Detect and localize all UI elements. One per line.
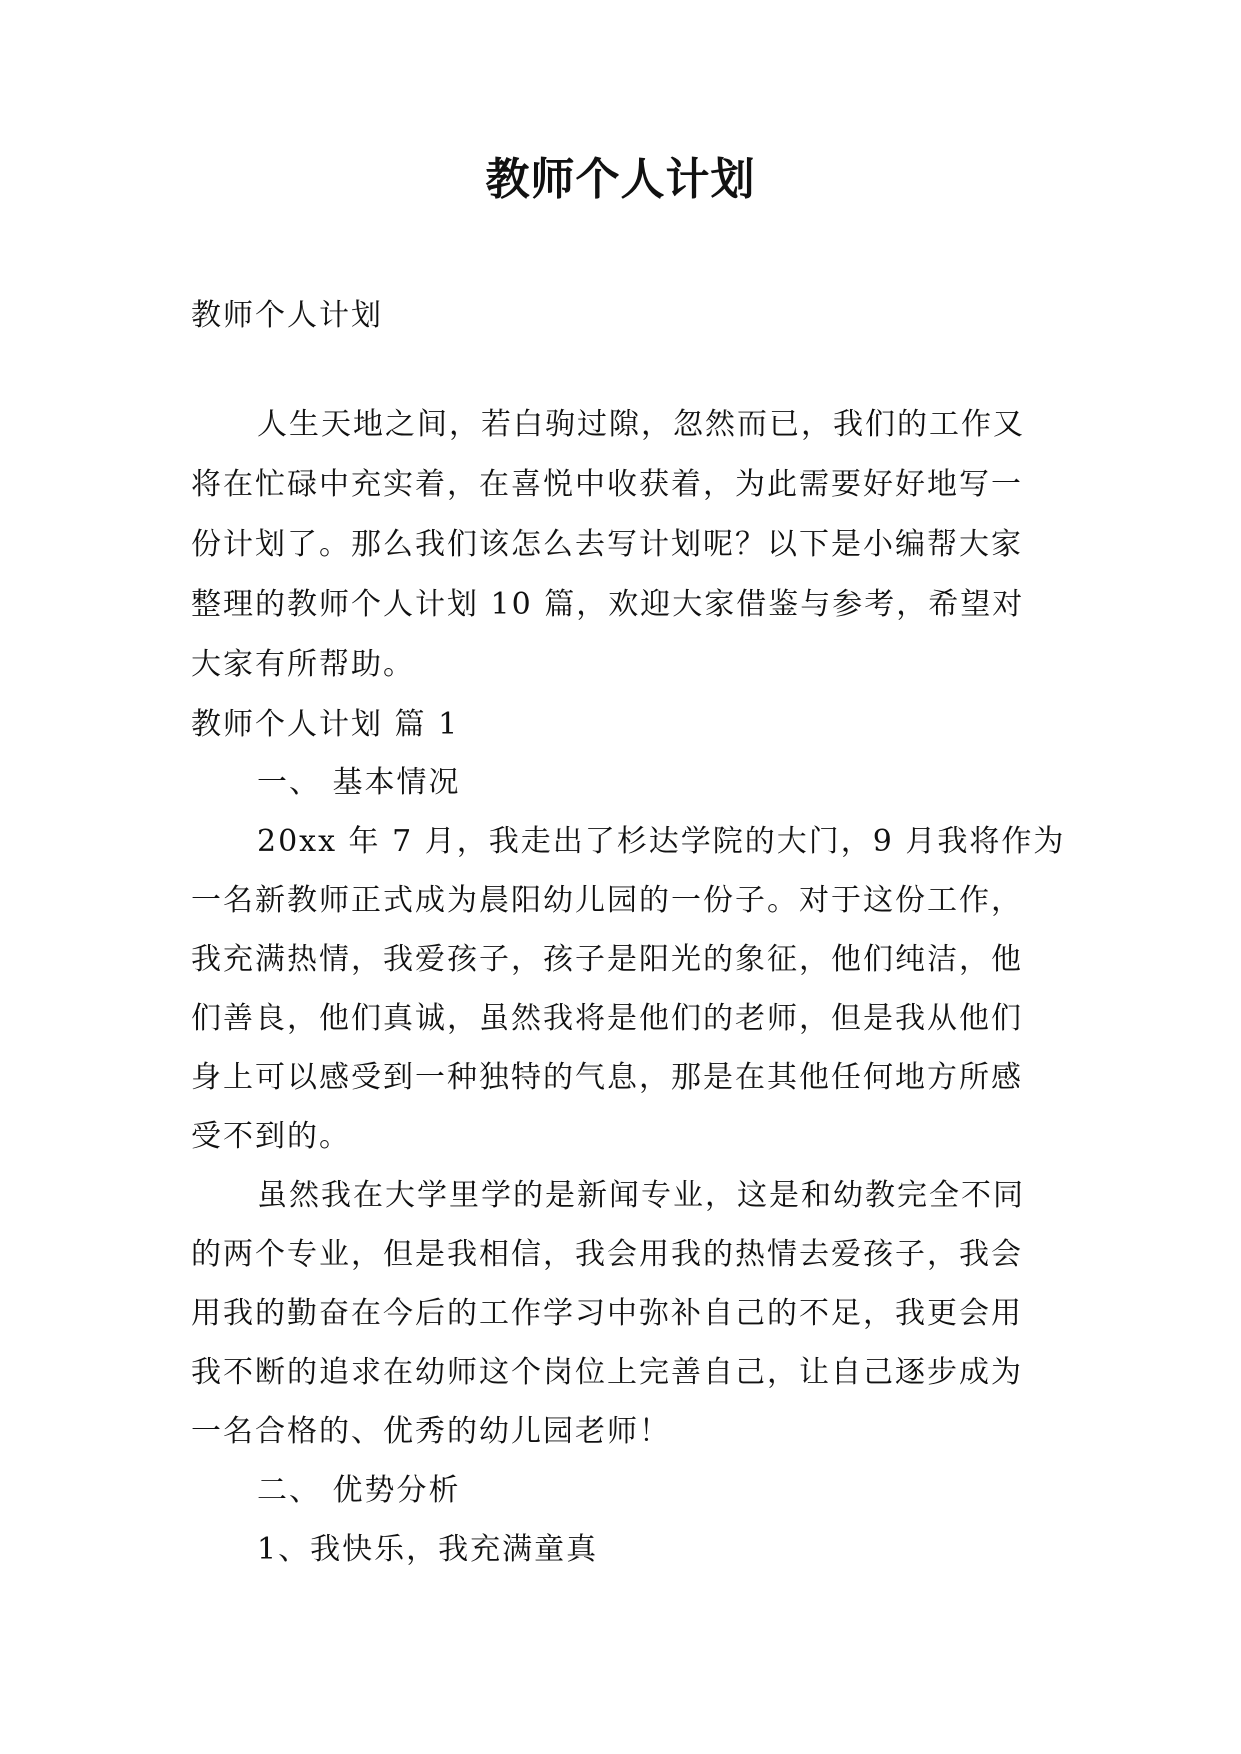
paragraph-line: 我不断的追求在幼师这个岗位上完善自己，让自己逐步成为 bbox=[191, 1355, 1023, 1390]
paragraph-line: 整理的教师个人计划 10 篇，欢迎大家借鉴与参考，希望对 bbox=[191, 587, 1025, 622]
paragraph-line: 大家有所帮助。 bbox=[191, 647, 415, 682]
paragraph-line: 20xx 年 7 月，我走出了杉达学院的大门，9 月我将作为 bbox=[257, 824, 1066, 859]
paragraph-line: 一名合格的、优秀的幼儿园老师！ bbox=[191, 1414, 671, 1449]
paragraph-line: 一名新教师正式成为晨阳幼儿园的一份子。对于这份工作， bbox=[191, 883, 1023, 918]
list-item: 1、我快乐，我充满童真 bbox=[257, 1532, 599, 1567]
paragraph-line: 虽然我在大学里学的是新闻专业，这是和幼教完全不同 bbox=[257, 1178, 1025, 1213]
paragraph-line: 我充满热情，我爱孩子，孩子是阳光的象征，他们纯洁，他 bbox=[191, 942, 1023, 977]
paragraph-line: 用我的勤奋在今后的工作学习中弥补自己的不足，我更会用 bbox=[191, 1296, 1023, 1331]
doc-subtitle: 教师个人计划 bbox=[191, 298, 383, 333]
paragraph-line: 的两个专业，但是我相信，我会用我的热情去爱孩子，我会 bbox=[191, 1237, 1023, 1272]
paragraph-line: 受不到的。 bbox=[191, 1119, 351, 1154]
paragraph-line: 人生天地之间，若白驹过隙，忽然而已，我们的工作又 bbox=[257, 407, 1025, 442]
paragraph-line: 身上可以感受到一种独特的气息，那是在其他任何地方所感 bbox=[191, 1060, 1023, 1095]
subsection-heading: 一、 基本情况 bbox=[257, 765, 461, 800]
paragraph-line: 们善良，他们真诚，虽然我将是他们的老师，但是我从他们 bbox=[191, 1001, 1023, 1036]
paragraph-line: 将在忙碌中充实着，在喜悦中收获着，为此需要好好地写一 bbox=[191, 467, 1023, 502]
paragraph-line: 份计划了。那么我们该怎么去写计划呢？以下是小编帮大家 bbox=[191, 527, 1023, 562]
document-title: 教师个人计划 bbox=[485, 154, 756, 205]
subsection-heading: 二、 优势分析 bbox=[257, 1473, 461, 1508]
section-heading: 教师个人计划 篇 1 bbox=[191, 707, 460, 742]
